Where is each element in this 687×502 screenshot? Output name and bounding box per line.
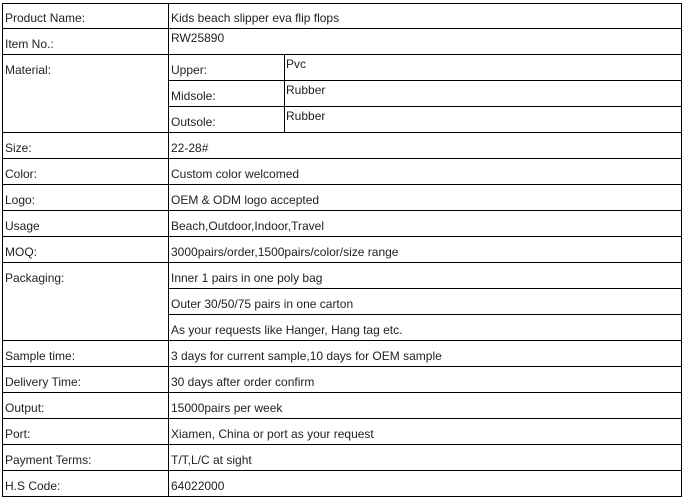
moq-label: MOQ: bbox=[5, 245, 37, 259]
hs-code-value: 64022000 bbox=[171, 479, 225, 493]
row-divider bbox=[169, 80, 681, 81]
row-divider bbox=[169, 314, 681, 315]
color-value: Custom color welcomed bbox=[171, 167, 300, 181]
output-value: 15000pairs per week bbox=[171, 401, 283, 415]
material-upper-label: Upper: bbox=[171, 63, 208, 77]
port-value: Xiamen, China or port as your request bbox=[171, 427, 374, 441]
row-divider bbox=[3, 210, 681, 211]
payment-terms-value: T/T,L/C at sight bbox=[171, 453, 252, 467]
size-label: Size: bbox=[5, 141, 32, 155]
output-label: Output: bbox=[5, 401, 45, 415]
row-divider bbox=[3, 262, 681, 263]
item-no-label: Item No.: bbox=[5, 37, 54, 51]
material-outsole-label: Outsole: bbox=[171, 115, 216, 129]
row-divider bbox=[3, 236, 681, 237]
material-upper-value: Pvc bbox=[286, 57, 307, 71]
logo-value: OEM & ODM logo accepted bbox=[171, 193, 320, 207]
usage-value: Beach,Outdoor,Indoor,Travel bbox=[171, 219, 324, 233]
size-value: 22-28# bbox=[171, 141, 209, 155]
moq-value: 3000pairs/order,1500pairs/color/size range bbox=[171, 245, 399, 259]
product-spec-table bbox=[2, 3, 682, 497]
row-divider bbox=[3, 340, 681, 341]
payment-terms-label: Payment Terms: bbox=[5, 453, 92, 467]
row-divider bbox=[3, 184, 681, 185]
sample-time-label: Sample time: bbox=[5, 349, 76, 363]
product-name-label: Product Name: bbox=[5, 11, 86, 25]
row-divider bbox=[3, 132, 681, 133]
item-no-value: RW25890 bbox=[171, 31, 225, 45]
row-divider bbox=[3, 418, 681, 419]
row-divider bbox=[3, 392, 681, 393]
packaging-label: Packaging: bbox=[5, 271, 65, 285]
material-midsole-value: Rubber bbox=[286, 83, 326, 97]
product-name-value: Kids beach slipper eva flip flops bbox=[171, 11, 340, 25]
column-divider bbox=[168, 4, 169, 496]
delivery-time-label: Delivery Time: bbox=[5, 375, 82, 389]
row-divider bbox=[169, 288, 681, 289]
row-divider bbox=[3, 444, 681, 445]
packaging-line: As your requests like Hanger, Hang tag etc. bbox=[171, 323, 403, 337]
logo-label: Logo: bbox=[5, 193, 36, 207]
row-divider bbox=[3, 54, 681, 55]
port-label: Port: bbox=[5, 427, 31, 441]
row-divider bbox=[3, 28, 681, 29]
row-divider bbox=[169, 106, 681, 107]
hs-code-label: H.S Code: bbox=[5, 479, 61, 493]
packaging-line: Inner 1 pairs in one poly bag bbox=[171, 271, 323, 285]
row-divider bbox=[3, 366, 681, 367]
row-divider bbox=[3, 158, 681, 159]
row-divider bbox=[3, 470, 681, 471]
column-divider bbox=[284, 55, 285, 132]
color-label: Color: bbox=[5, 167, 38, 181]
material-label: Material: bbox=[5, 63, 52, 77]
material-outsole-value: Rubber bbox=[286, 109, 326, 123]
material-midsole-label: Midsole: bbox=[171, 89, 216, 103]
sample-time-value: 3 days for current sample,10 days for OEM sample bbox=[171, 349, 442, 363]
delivery-time-value: 30 days after order confirm bbox=[171, 375, 315, 389]
packaging-line: Outer 30/50/75 pairs in one carton bbox=[171, 297, 354, 311]
usage-label: Usage bbox=[5, 219, 40, 233]
